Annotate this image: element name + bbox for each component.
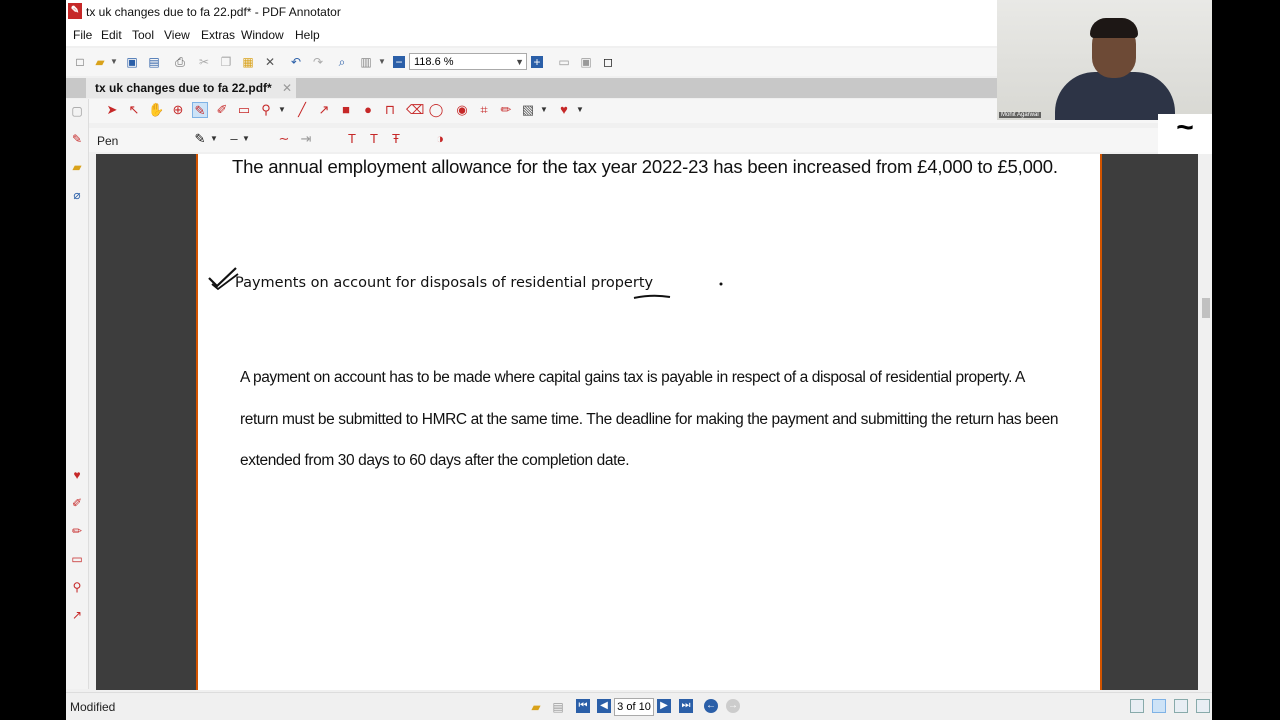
menu-help[interactable]: Help [295,28,320,42]
pen-underline-annotation [632,292,672,302]
menu-view[interactable]: View [164,28,190,42]
zoom-out-icon[interactable]: − [393,56,405,68]
lasso-icon[interactable]: ◯ [428,102,444,117]
menu-tool[interactable]: Tool [132,28,155,42]
status-bar [66,692,1212,720]
paste-icon[interactable]: ▦ [242,55,254,69]
vertical-scrollbar[interactable] [1200,154,1212,690]
page-number-input[interactable]: 3 of 10 [614,698,654,716]
copy-icon[interactable]: ❐ [220,55,232,69]
undo-icon[interactable]: ↶ [290,55,302,69]
sidebar-page-icon[interactable]: ▢ [71,104,83,118]
webcam-name-tag: Mohit Agarwal [1001,112,1039,118]
pen-color-dropdown-icon[interactable]: ▼ [210,134,218,143]
sidebar-folder-icon[interactable]: ▰ [72,160,82,174]
window-title: tx uk changes due to fa 22.pdf* - PDF Annotator [86,5,341,19]
fit-page-icon[interactable]: ▣ [580,55,592,69]
single-page-view-icon[interactable] [1130,699,1144,713]
text-double-underline-icon[interactable]: T [370,131,378,146]
image-dropdown-icon[interactable]: ▼ [540,105,548,114]
open-folder-icon[interactable]: ▰ [95,55,105,69]
section-heading: Payments on account for disposals of residential property [235,275,654,291]
status-print-icon[interactable]: ▤ [552,700,564,714]
favorites-heart-icon[interactable]: ♥ [560,102,568,117]
section-paragraph [240,357,1060,482]
smooth-stroke-icon[interactable]: ∼ [278,131,290,146]
zoom-dropdown-icon[interactable]: ▼ [515,57,524,67]
cut-icon[interactable]: ✂ [198,55,210,69]
stamp-dropdown-icon[interactable]: ▼ [278,105,286,114]
camera-icon[interactable]: ◉ [456,102,468,117]
sidebar-arrow-icon[interactable]: ↗ [71,608,83,622]
webcam-overlay [997,0,1212,120]
rectangle-icon[interactable]: ■ [342,102,350,117]
pen-color-icon[interactable]: ✎ [194,131,206,146]
sidebar-marker-icon[interactable]: ✏ [71,524,83,538]
zoom-input[interactable] [409,53,527,70]
paragraph-line: A payment on account has to be made where capital gains tax is payable in respect of a disposal of residential property. A [240,369,1025,386]
menu-file[interactable]: File [73,28,93,42]
status-folder-icon[interactable]: ▰ [531,700,541,714]
menu-extras[interactable]: Extras [201,28,236,42]
sidebar-pen-icon[interactable]: ✎ [71,132,83,146]
line-icon[interactable]: ╱ [298,102,306,117]
prev-page-icon[interactable]: ◀ [597,699,611,713]
ruler-pen-icon[interactable]: ✏ [500,102,512,117]
back-icon[interactable]: ← [706,700,716,711]
text-box-icon[interactable]: ▭ [237,102,251,117]
menu-window[interactable]: Window [241,28,284,42]
magnifier-icon[interactable]: ⊕ [172,102,184,117]
presenter-hair [1090,18,1138,38]
left-sidebar [66,99,89,689]
find-icon[interactable]: ⌕ [338,55,346,69]
pen-width-dropdown-icon[interactable]: ▼ [242,134,250,143]
document-viewer[interactable] [96,154,1198,690]
stamp-icon[interactable]: ⚲ [261,102,271,117]
paragraph-line: extended from 30 days to 60 days after the completion date. [240,452,630,469]
forward-icon[interactable]: → [728,700,738,711]
save-as-icon[interactable]: ▤ [148,55,160,69]
delete-icon[interactable]: ✕ [264,55,276,69]
page-layout-icon[interactable]: ▥ [360,55,372,69]
zoom-in-icon[interactable]: + [531,56,543,68]
scrollbar-thumb[interactable] [1202,298,1210,318]
sidebar-heart-icon[interactable]: ♥ [73,468,81,482]
eraser-options-icon[interactable]: ◑ [436,131,444,146]
measure-icon[interactable]: ⊓ [384,102,396,117]
eraser-icon[interactable]: ⌫ [406,102,425,117]
save-icon[interactable]: ▣ [126,55,138,69]
sidebar-attachment-icon[interactable]: ⌀ [73,188,81,202]
pen-dot-annotation [719,282,723,286]
fullscreen-icon[interactable]: ◻ [603,55,613,69]
redo-icon[interactable]: ↷ [312,55,324,69]
current-tool-label: Pen [97,134,119,148]
pdf-page[interactable] [196,154,1102,690]
two-page-view-icon[interactable] [1174,699,1188,713]
hand-icon[interactable]: ✋ [148,102,165,117]
sidebar-stamp-icon[interactable]: ⚲ [72,580,82,594]
close-tab-icon[interactable]: ✕ [281,81,292,95]
document-tab[interactable] [86,78,296,98]
page-layout-dropdown-icon[interactable]: ▼ [378,57,386,66]
tilde-glyph: ~ [1158,114,1212,154]
image-icon[interactable]: ▧ [521,102,535,117]
highlighter-icon[interactable]: ✐ [216,102,228,117]
arrow-icon[interactable]: ↗ [318,102,330,117]
favorites-dropdown-icon[interactable]: ▼ [576,105,584,114]
last-page-icon[interactable]: ⏭ [679,699,693,713]
text-underline-icon[interactable]: T [348,131,356,146]
two-page-continuous-view-icon[interactable] [1196,699,1210,713]
straighten-icon[interactable]: ⇥ [300,131,312,146]
new-document-icon[interactable]: □ [76,55,84,69]
menu-edit[interactable]: Edit [101,28,122,42]
document-tab-label: tx uk changes due to fa 22.pdf* [95,81,272,95]
sidebar-textbox-icon[interactable]: ▭ [71,552,83,566]
status-text: Modified [70,700,116,714]
paragraph-line: return must be submitted to HMRC at the same time. The deadline for making the payment and submitting the return has been [240,410,1059,428]
zoom-value: 118.6 % [414,56,454,68]
app-logo-icon: ✎ [68,3,82,19]
pen-tool-icon[interactable]: ✎ [192,102,208,118]
fit-width-icon[interactable]: ▭ [558,55,570,69]
presenter-body [1055,72,1175,120]
sidebar-pencil-icon[interactable]: ✐ [71,496,83,510]
pen-width-icon[interactable]: – [230,131,238,146]
next-page-icon[interactable]: ▶ [657,699,671,713]
open-dropdown-icon[interactable]: ▼ [110,57,118,66]
text-strikeout-icon[interactable]: Ŧ [392,131,400,146]
crop-icon[interactable]: ⌗ [480,102,488,117]
select-text-icon[interactable]: ↖ [128,102,140,117]
continuous-view-icon[interactable] [1152,699,1166,713]
allowance-text: The annual employment allowance for the tax year 2022-23 has been increased from £4,000 to £5,000. [232,156,1058,177]
tool-options-bar [88,128,1212,152]
print-icon[interactable]: ⎙ [175,55,185,69]
ellipse-icon[interactable]: ● [364,102,372,117]
first-page-icon[interactable]: ⏮ [576,699,590,713]
select-arrow-icon[interactable]: ➤ [106,102,118,117]
